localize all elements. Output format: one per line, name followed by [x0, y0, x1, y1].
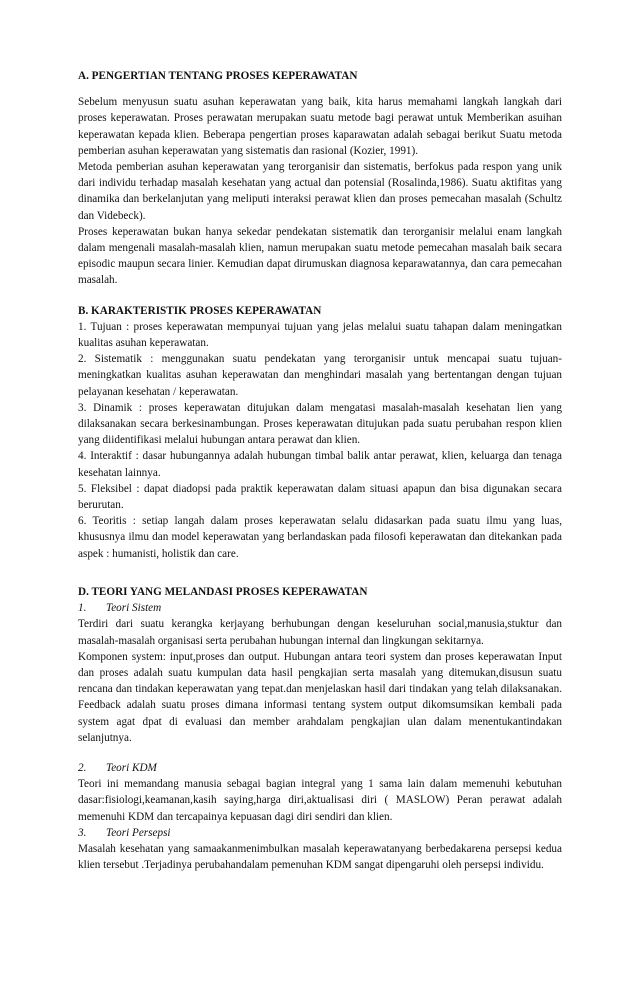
theory-3-number: 3. — [78, 826, 87, 839]
section-a-paragraph-2: Metoda pemberian asuhan keperawatan yang terorganisir dan sistematis, berfokus pada respon yang unik dari individu terhadap masalah kesehatan yang actual dan potensial (Rosalinda,1986). Suatu aktifitas yang dinamika dan berkelanjutan yang meliputi interaksi perawat klien dan proses pemecahan masalah (Schultz dan Videbeck). — [78, 161, 562, 222]
section-b-item-2: 2. Sistematik : menggunakan suatu pendekatan yang terorganisir untuk mencapai suatu tujuan-meningkatkan kualitas asuhan keperawatan dan menghindari masalah yang bertentangan dengan tujuan pelayanan kesehatan / keperawatan. — [78, 353, 562, 398]
section-b-item-3: 3. Dinamik : proses keperawatan ditujukan dalam mengatasi masalah-masalah kesehatan lien yang dilaksanakan secara berkesinambungan. Proses keperawatan ditujukan pada suatu perubahan respon klien yang diidentifikasi melalui hubungan antara perawat dan klien. — [78, 401, 562, 447]
spacer — [78, 289, 562, 303]
section-a-paragraph-3: Proses keperawatan bukan hanya sekedar pendekatan sistematik dan terorganisir melalui enam langkah dalam mengenali masalah-masalah klien, namun merupakan suatu metode pemecahan masalah baik secara episodic maupun secara linier. Kemudian dapat dirumuskan diagnosa keparawatannya, dan cara pemecahan masalah. — [78, 225, 562, 287]
theory-1-title — [78, 600, 562, 616]
spacer — [78, 84, 562, 94]
theory-3-title-text: Teori Persepsi — [106, 826, 171, 839]
section-b-item-5: 5. Fleksibel : dapat diadopsi pada praktik keperawatan dalam situasi apapun dan bisa digunakan secara berurutan. — [78, 482, 562, 512]
theory-1-paragraph-2: Komponen system: input,proses dan output. Hubungan antara teori system dan proses keperawatan Input dan proses adalah suatu kumpulan data hasil pengkajian serta masalah yang ditemukan,disusun suatu rencana dan tindakan keperawatan yang tepat.dan menjelaskan hasil dari tindakan yang telah dilaksanakan. Feedback adalah suatu proses dimana informasi tentang system output dikomsumsikan kembali pada system agat dpat di evaluasi dan member arahdalam pengkajian ulan dalam menentukantindakan selanjutnya. — [78, 650, 562, 744]
theory-1-number: 1. — [78, 602, 87, 615]
theory-2-paragraph-1: Teori ini memandang manusia sebagai bagian integral yang 1 sama lain dalam memenuhi kebutuhan dasar:fisiologi,keamanan,kasih saying,harga diri,aktualisasi diri ( MASLOW) Peran perawat adalah memenuhi KDM dan tercapainya kepuasan dagi diri sendiri dan klien. — [78, 778, 562, 823]
spacer — [78, 746, 562, 760]
theory-1-title-text: Teori Sistem — [106, 602, 162, 615]
theory-3-title — [78, 825, 562, 841]
theory-2-title-text: Teori KDM — [106, 761, 157, 774]
section-b-item-4: 4. Interaktif : dasar hubungannya adalah hubungan timbal balik antar perawat, klien, keluarga dan tenaga kesehatan lainnya. — [78, 450, 562, 479]
section-d-heading: D. TEORI YANG MELANDASI PROSES KEPERAWATAN — [78, 585, 368, 598]
theory-2-number: 2. — [78, 761, 87, 774]
spacer — [78, 562, 562, 584]
document-page — [78, 68, 562, 873]
theory-1-paragraph-1: Terdiri dari suatu kerangka kerjayang berhubungan dengan keseluruhan social,manusia,stuktur dan masalah-masalah organisasi serta perubahan hubungan internal dan lingkungan sekitarnya. — [78, 618, 562, 647]
section-a-heading: A. PENGERTIAN TENTANG PROSES KEPERAWATAN — [78, 70, 358, 82]
section-b-item-6: 6. Teoritis : setiap langah dalam proses keperawatan selalu didasarkan pada suatu ilmu yang luas, khususnya ilmu dan model keperawatan yang berlandaskan pada filosofi keperawatan dan ditekankan pada aspek : humanisti, holistik dan care. — [78, 515, 562, 560]
theory-3-paragraph-1: Masalah kesehatan yang samaakanmenimbulkan masalah keperawatanyang berbedakarena persepsi kedua klien tersebut .Terjadinya perubahandalam pemenuhan KDM sangat dipengaruhi oleh persepsi individu. — [78, 842, 562, 872]
section-b-item-1: 1. Tujuan : proses keperawatan mempunyai tujuan yang jelas melalui suatu tahapan dalam meningatkan kualitas asuhan keperawatan. — [78, 320, 562, 350]
theory-2-title — [78, 760, 562, 776]
section-b-heading: B. KARAKTERISTIK PROSES KEPERAWATAN — [78, 304, 322, 317]
section-a-paragraph-1: Sebelum menyusun suatu asuhan keperawatan yang baik, kita harus memahami langkah langkah dari proses keperawatan. Proses perawatan merupakan suatu metode bagi perawat untuk Memberikan asuihan keperawatan kepada klien. Beberapa pengertian proses kaparawatan adalah sebagai berikut Suatu metoda pemberian asuhan keperawatan yang sistematis dan rasional (Kozier, 1991). — [78, 96, 562, 157]
